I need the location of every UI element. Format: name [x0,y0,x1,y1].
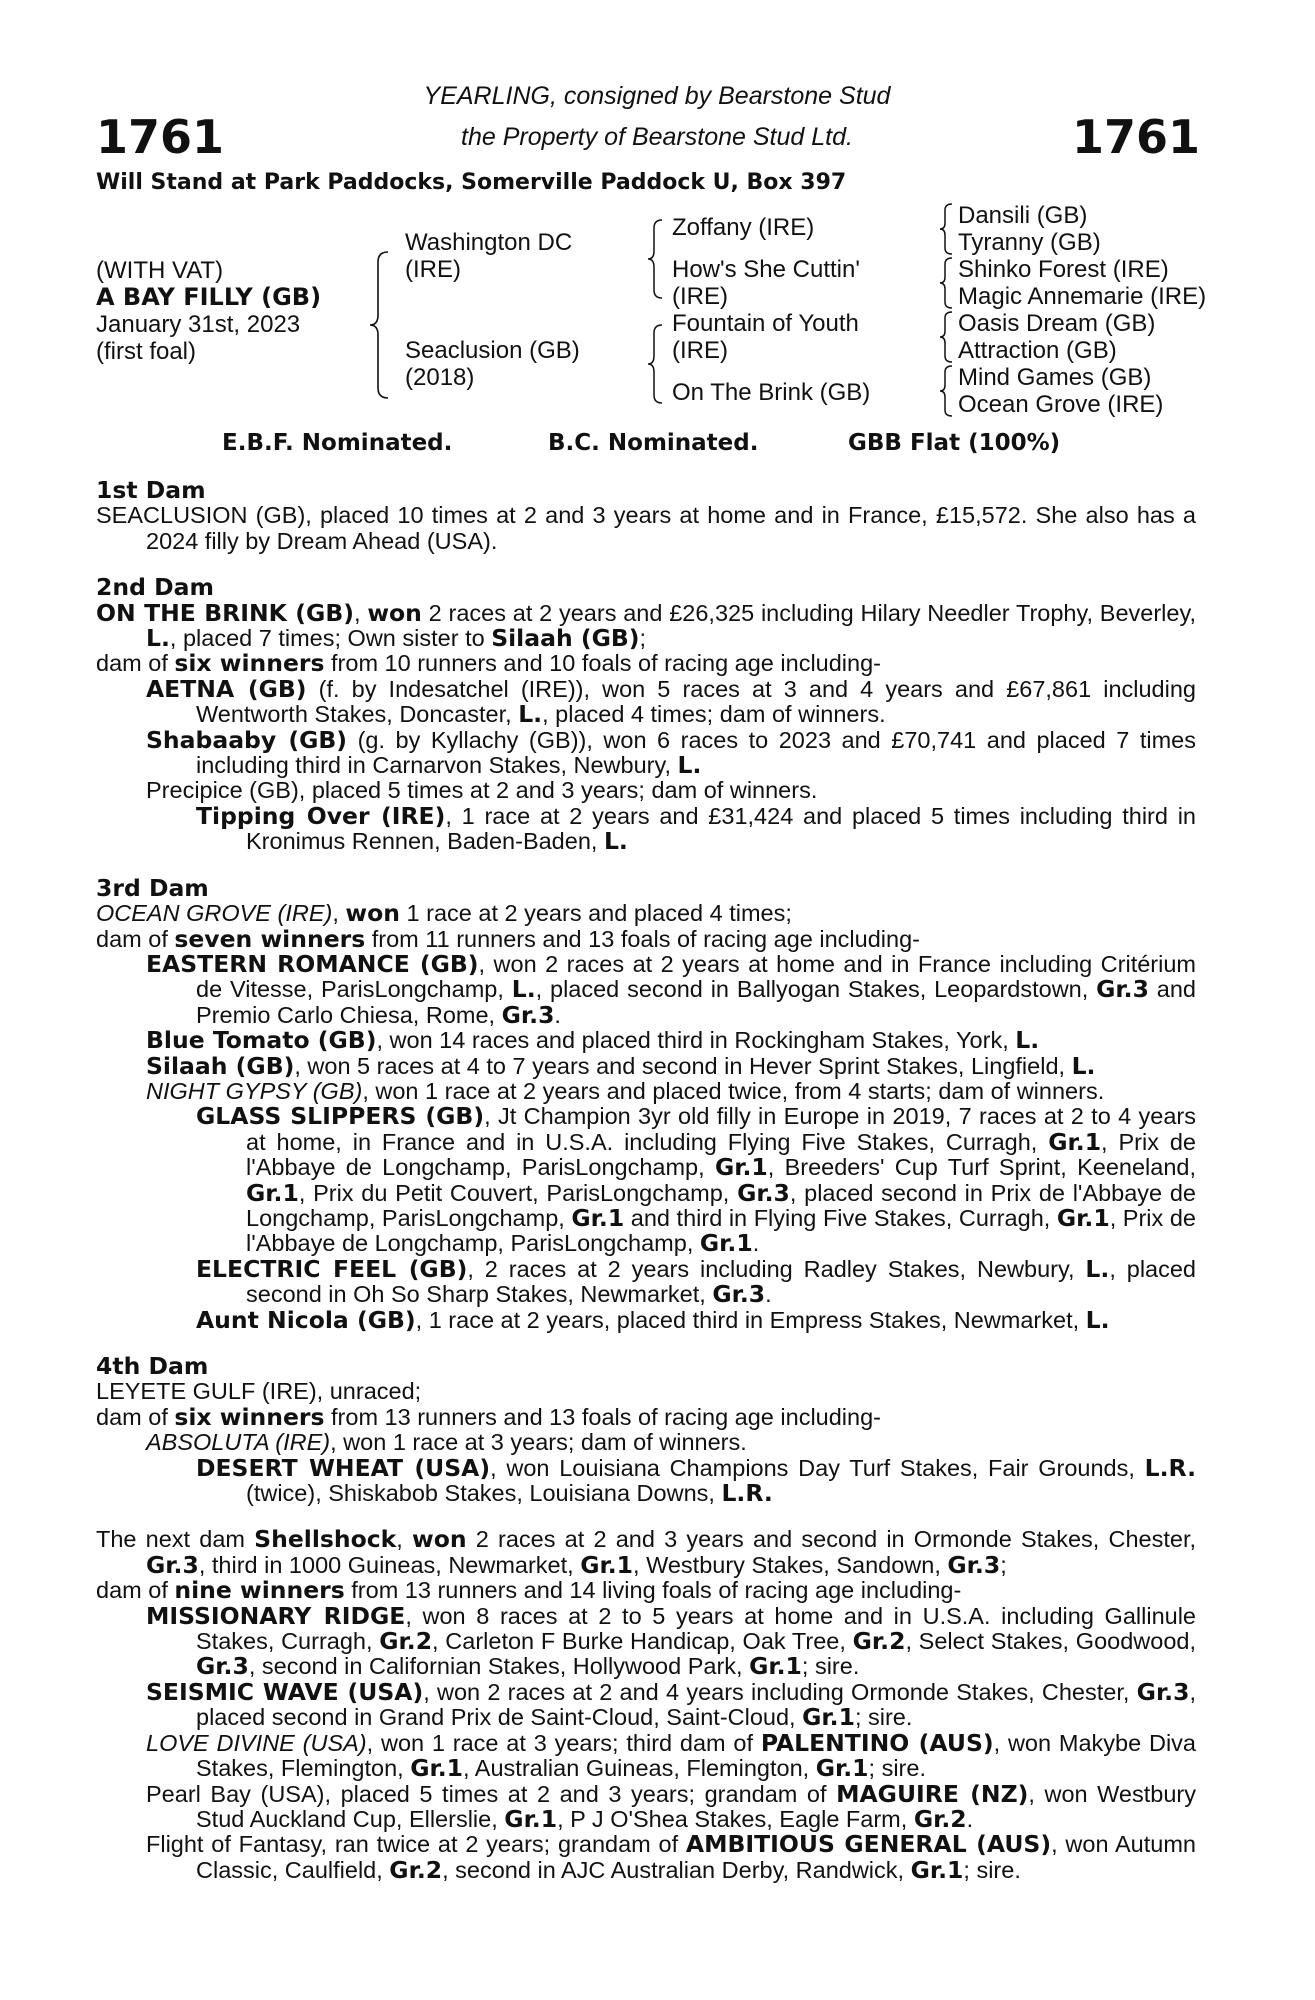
first-dam-section [96,478,1196,554]
sire-dam-name: How's She Cuttin' [672,256,860,283]
second-dam-produce-summary: dam of six winners from 10 runners and 10 foals of racing age including- [96,649,881,678]
produce-entry-shabaaby: Shabaaby (GB) (g. by Kyllachy (GB)), won 6 races to 2023 and £70,741 and placed 7 times including third in Carnarvon Stakes, Newbury, L. [146,725,1196,780]
foal-note: (first foal) [96,338,197,365]
vat-note: (WITH VAT) [96,257,224,284]
next-dam-produce-summary: dam of nine winners from 13 runners and 14 living foals of racing age including- [96,1576,962,1605]
first-dam-text: SEACLUSION (GB), placed 10 times at 2 and 3 years at home and in France, £15,572. She also has a 2024 filly by Dream Ahead (USA). [96,502,1196,554]
gen4-sds: Shinko Forest (IRE) [958,256,1169,283]
dam-name: Seaclusion (GB) [405,337,580,364]
third-dam-produce-summary: dam of seven winners from 11 runners and 13 foals of racing age including- [96,924,920,953]
consignor-line: YEARLING, consigned by Bearstone Stud [423,82,891,110]
gen4-dds: Mind Games (GB) [958,364,1152,391]
third-dam-heading: 3rd Dam [96,873,209,902]
second-dam-section [96,575,1196,854]
gen4-sdd: Magic Annemarie (IRE) [958,283,1207,310]
produce-entry-aunt-nicola: Aunt Nicola (GB), 1 race at 2 years, placed third in Empress Stakes, Newmarket, L. [196,1305,1110,1334]
produce-entry-flight-of-fantasy: Flight of Fantasy, ran twice at 2 years; grandam of AMBITIOUS GENERAL (AUS), won Autumn Classic, Caulfield, Gr.2, second in AJC Australian Derby, Randwick, Gr.1; sire. [146,1830,1197,1884]
brace-sire [646,218,664,300]
lot-number-left: 1761 [96,110,225,164]
catalogue-body [96,478,1196,1883]
produce-entry-seismic-wave: SEISMIC WAVE (USA), won 2 races at 2 and 4 years including Ormonde Stakes, Chester, Gr.3, placed second in Grand Prix de Saint-Cloud, Saint-Cloud, Gr.1; sire. [146,1677,1196,1732]
nomination-gbb: GBB Flat (100%) [848,430,1061,456]
stand-location: Will Stand at Park Paddocks, Somerville Paddock U, Box 397 [96,170,847,195]
fourth-dam-heading: 4th Dam [96,1352,209,1380]
dam-dam: On The Brink (GB) [672,379,871,406]
produce-entry-silaah: Silaah (GB), won 5 races at 4 to 7 years and second in Hever Sprint Stakes, Lingfield, L. [146,1051,1096,1080]
horse-dob: January 31st, 2023 [96,311,301,338]
gen4-sss: Dansili (GB) [958,202,1088,229]
gen4-ddd: Ocean Grove (IRE) [958,391,1164,418]
nomination-ebf: E.B.F. Nominated. [222,430,453,456]
sire-dam-origin: (IRE) [672,283,728,310]
produce-entry-blue-tomato: Blue Tomato (GB), won 14 races and placed third in Rockingham Stakes, York, L. [146,1026,1040,1055]
produce-entry-missionary-ridge: MISSIONARY RIDGE, won 8 races at 2 to 5 years at home and in U.S.A. including Gallinule Stakes, Curragh, Gr.2, Carleton F Burke Handicap, Oak Tree, Gr.2, Select Stakes, Goodwood, Gr.3, second in Californian Stakes, Hollywood Park, Gr.1; sire. [146,1601,1197,1681]
produce-entry-tipping-over: Tipping Over (IRE), 1 race at 2 years and £31,424 and placed 5 times including third in Kronimus Rennen, Baden-Baden, L. [196,801,1196,856]
brace-gen3-2 [938,256,954,310]
brace-gen3-4 [938,364,954,418]
brace-gen3-1 [938,202,954,256]
produce-entry-glass-slippers: GLASS SLIPPERS (GB), Jt Champion 3yr old filly in Europe in 2019, 7 races at 2 to 4 years at home, in France and in U.S.A. including Flying Five Stakes, Curragh, Gr.1, Prix de l'Abbaye de Longchamp, ParisLongchamp, Gr.1, Breeders' Cup Turf Sprint, Keeneland, Gr.1, Prix du Petit Couvert, ParisLongchamp, Gr.3, placed second in Prix de l'Abbaye de Longchamp, ParisLongchamp, Gr.1 and third in Flying Five Stakes, Curragh, Gr.1, Prix de l'Abbaye de Longchamp, ParisLongchamp, Gr.1. [196,1102,1197,1258]
produce-entry-love-divine: LOVE DIVINE (USA), won 1 race at 3 years; third dam of PALENTINO (AUS), won Makybe Diva Stakes, Flemington, Gr.1, Australian Guineas, Flemington, Gr.1; sire. [146,1728,1196,1783]
first-dam-heading: 1st Dam [96,476,206,504]
third-dam-section [96,873,1197,1334]
second-dam-heading: 2nd Dam [96,573,214,602]
dam-year: (2018) [405,364,475,391]
property-line: the Property of Bearstone Stud Ltd. [461,123,853,151]
produce-entry-absoluta: ABSOLUTA (IRE), won 1 race at 3 years; dam of winners. [146,1429,747,1456]
fourth-dam-produce-summary: dam of six winners from 13 runners and 13 foals of racing age including- [96,1402,881,1431]
fourth-dam-section [96,1354,1196,1506]
produce-entry-desert-wheat: DESERT WHEAT (USA), won Louisiana Champions Day Turf Stakes, Fair Grounds, L.R. (twice), Shiskabob Stakes, Louisiana Downs, L.R. [196,1453,1197,1508]
fourth-dam-line: LEYETE GULF (IRE), unraced; [96,1378,422,1405]
next-dam-section [96,1527,1196,1883]
horse-name: A BAY FILLY (GB) [96,283,322,311]
brace-gen3-3 [938,310,954,364]
third-dam-line: OCEAN GROVE (IRE), won 1 race at 2 years and placed 4 times; [96,899,792,928]
produce-entry-night-gypsy: NIGHT GYPSY (GB), won 1 race at 2 years and placed twice, from 4 starts; dam of winners. [146,1077,1105,1104]
gen4-ssd: Tyranny (GB) [958,229,1101,256]
sire-sire: Zoffany (IRE) [672,214,815,241]
second-dam-line: ON THE BRINK (GB), won 2 races at 2 years and £26,325 including Hilary Needler Trophy, Beverley, L., placed 7 times; Own sister to Silaah (GB); [96,598,1196,653]
produce-entry-precipice: Precipice (GB), placed 5 times at 2 and 3 years; dam of winners. [146,777,818,804]
produce-entry-electric-feel: ELECTRIC FEEL (GB), 2 races at 2 years including Radley Stakes, Newbury, L., placed second in Oh So Sharp Stakes, Newmarket, Gr.3. [196,1254,1196,1309]
next-dam-line: The next dam Shellshock, won 2 races at 2 and 3 years and second in Ormonde Stakes, Chester, Gr.3, third in 1000 Guineas, Newmarket, Gr.1, Westbury Stakes, Sandown, Gr.3; [96,1525,1197,1579]
brace-foal [368,250,390,400]
nomination-bc: B.C. Nominated. [548,430,759,456]
produce-entry-eastern-romance: EASTERN ROMANCE (GB), won 2 races at 2 years at home and in France including Critérium de Vitesse, ParisLongchamp, L., placed second in Ballyogan Stakes, Leopardstown, Gr.3 and Premio Carlo Chiesa, Rome, Gr.3. [146,949,1196,1029]
gen4-dss: Oasis Dream (GB) [958,310,1156,337]
dam-sire-name: Fountain of Youth [672,310,859,337]
produce-entry-pearl-bay: Pearl Bay (USA), placed 5 times at 2 and 3 years; grandam of MAGUIRE (NZ), won Westbury Stud Auckland Cup, Ellerslie, Gr.1, P J O'Shea Stakes, Eagle Farm, Gr.2. [146,1779,1196,1833]
sire-name: Washington DC [405,229,573,256]
brace-dam [646,323,664,405]
produce-entry-aetna: AETNA (GB) (f. by Indesatchel (IRE)), won 5 races at 3 and 4 years and £67,861 including Wentworth Stakes, Doncaster, L., placed 4 times; dam of winners. [146,674,1196,729]
dam-sire-origin: (IRE) [672,337,728,364]
gen4-dsd: Attraction (GB) [958,337,1117,364]
sire-origin: (IRE) [405,256,461,283]
lot-number-right: 1761 [1071,110,1200,164]
